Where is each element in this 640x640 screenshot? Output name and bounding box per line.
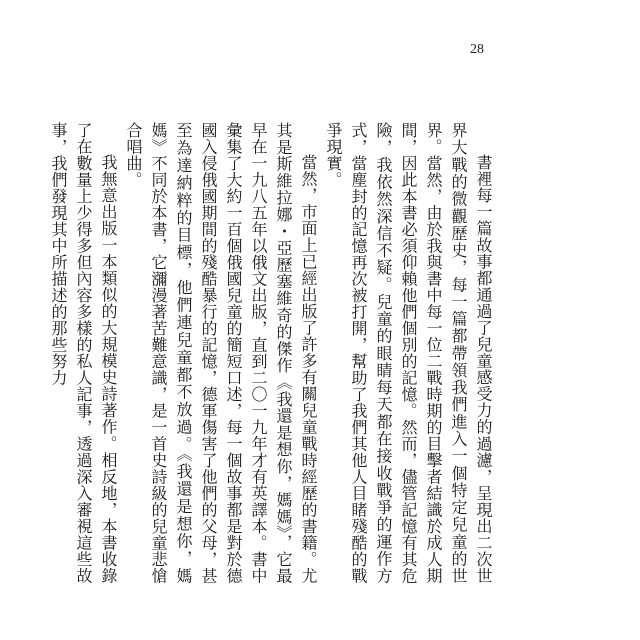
paragraph-3: 我無意出版一本類似的大規模史詩著作。相反地，本書收錄了在數量上少得多但內容多樣的私人記事，透過深入審視這些故事，我們發現其中所描述的那些努力 <box>49 122 118 584</box>
paragraph-2: 當然，市面上已經出版了許多有關兒童戰時經歷的書籍。尤其是斯維拉娜・亞歷塞維奇的傑作《我還是想你，媽媽》，它最早在一九八五年以俄文出版，直到二〇一九年才有英譯本。書中彙集了大約一百個俄國兒童的簡短口述，每一個故事都是對於德國入侵俄國期間的殘酷暴行的記憶，德軍傷害了他們的父母，甚至為達納粹的目標，他們連兒童都不放過。《我還是想你，媽媽》不同於本書，它瀰漫著苦難意識，是一首史詩級的兒童悲愴合唱曲。 <box>124 122 318 584</box>
vertical-text-body <box>49 122 496 584</box>
page-number: 28 <box>470 42 484 57</box>
paragraph-1: 書裡每一篇故事都通過了兒童感受力的過濾，呈現出二次世界大戰的微觀歷史，每一篇都帶領我們進入一個特定兒童的世界。當然，由於我與書中每一位二戰時期的目擊者結識於成人期間，因此本書必須仰賴他們個別的記憶。然而，儘管記憶有其危險，我依然深信不疑。兒童的眼睛每天都在接收戰爭的運作方式，當塵封的記憶再次被打開，幫助了我們其他人目睹殘酷的戰爭現實。 <box>324 122 493 584</box>
